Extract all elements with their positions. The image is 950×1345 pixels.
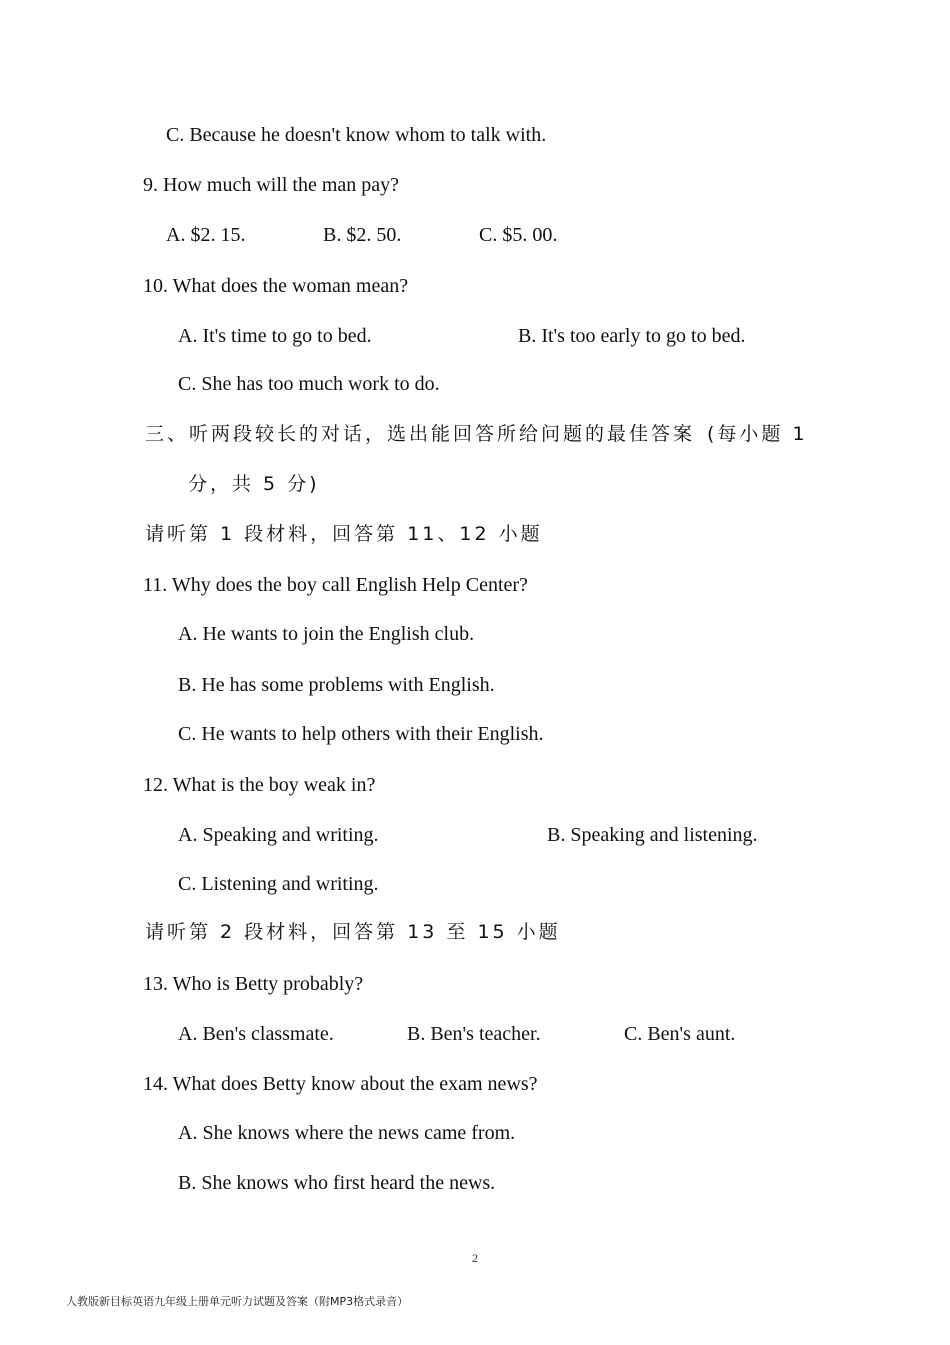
question-11-option-c: C. He wants to help others with their English. — [178, 723, 544, 745]
question-9-option-a: A. $2. 15. — [166, 224, 246, 246]
material-1-instruction: 请听第 1 段材料，回答第 11、12 小题 — [145, 523, 543, 545]
question-13-option-c: C. Ben's aunt. — [624, 1023, 736, 1045]
section-3-score-a: (每小题 1 — [707, 423, 808, 445]
question-11-option-b: B. He has some problems with English. — [178, 674, 495, 696]
question-10: 10. What does the woman mean? — [143, 275, 409, 297]
question-14-option-a: A. She knows where the news came from. — [178, 1122, 516, 1144]
question-9: 9. How much will the man pay? — [143, 174, 400, 196]
material-2-instruction: 请听第 2 段材料，回答第 13 至 15 小题 — [145, 921, 561, 943]
question-9-option-b: B. $2. 50. — [323, 224, 402, 246]
question-11: 11. Why does the boy call English Help Center? — [143, 574, 528, 596]
question-12: 12. What is the boy weak in? — [143, 774, 376, 796]
question-12-option-b: B. Speaking and listening. — [547, 824, 758, 846]
question-13-option-b: B. Ben's teacher. — [407, 1023, 541, 1045]
page-number: 2 — [472, 1251, 478, 1265]
question-13-option-a: A. Ben's classmate. — [178, 1023, 334, 1045]
question-12-option-a: A. Speaking and writing. — [178, 824, 379, 846]
question-10-option-b: B. It's too early to go to bed. — [518, 325, 746, 347]
question-14: 14. What does Betty know about the exam news? — [143, 1073, 538, 1095]
question-8-option-c: C. Because he doesn't know whom to talk with. — [166, 124, 547, 146]
question-12-option-c: C. Listening and writing. — [178, 873, 379, 895]
question-11-option-a: A. He wants to join the English club. — [178, 623, 475, 645]
question-10-option-c: C. She has too much work to do. — [178, 373, 440, 395]
question-10-option-a: A. It's time to go to bed. — [178, 325, 372, 347]
document-footer: 人教版新目标英语九年级上册单元听力试题及答案（附MP3格式录音） — [66, 1295, 409, 1308]
question-9-option-c: C. $5. 00. — [479, 224, 558, 246]
question-13: 13. Who is Betty probably? — [143, 973, 364, 995]
section-3-title: 三、听两段较长的对话，选出能回答所给问题的最佳答案 — [145, 423, 696, 445]
section-3-score-b: 分，共 5 分) — [188, 473, 320, 495]
question-14-option-b: B. She knows who first heard the news. — [178, 1172, 496, 1194]
